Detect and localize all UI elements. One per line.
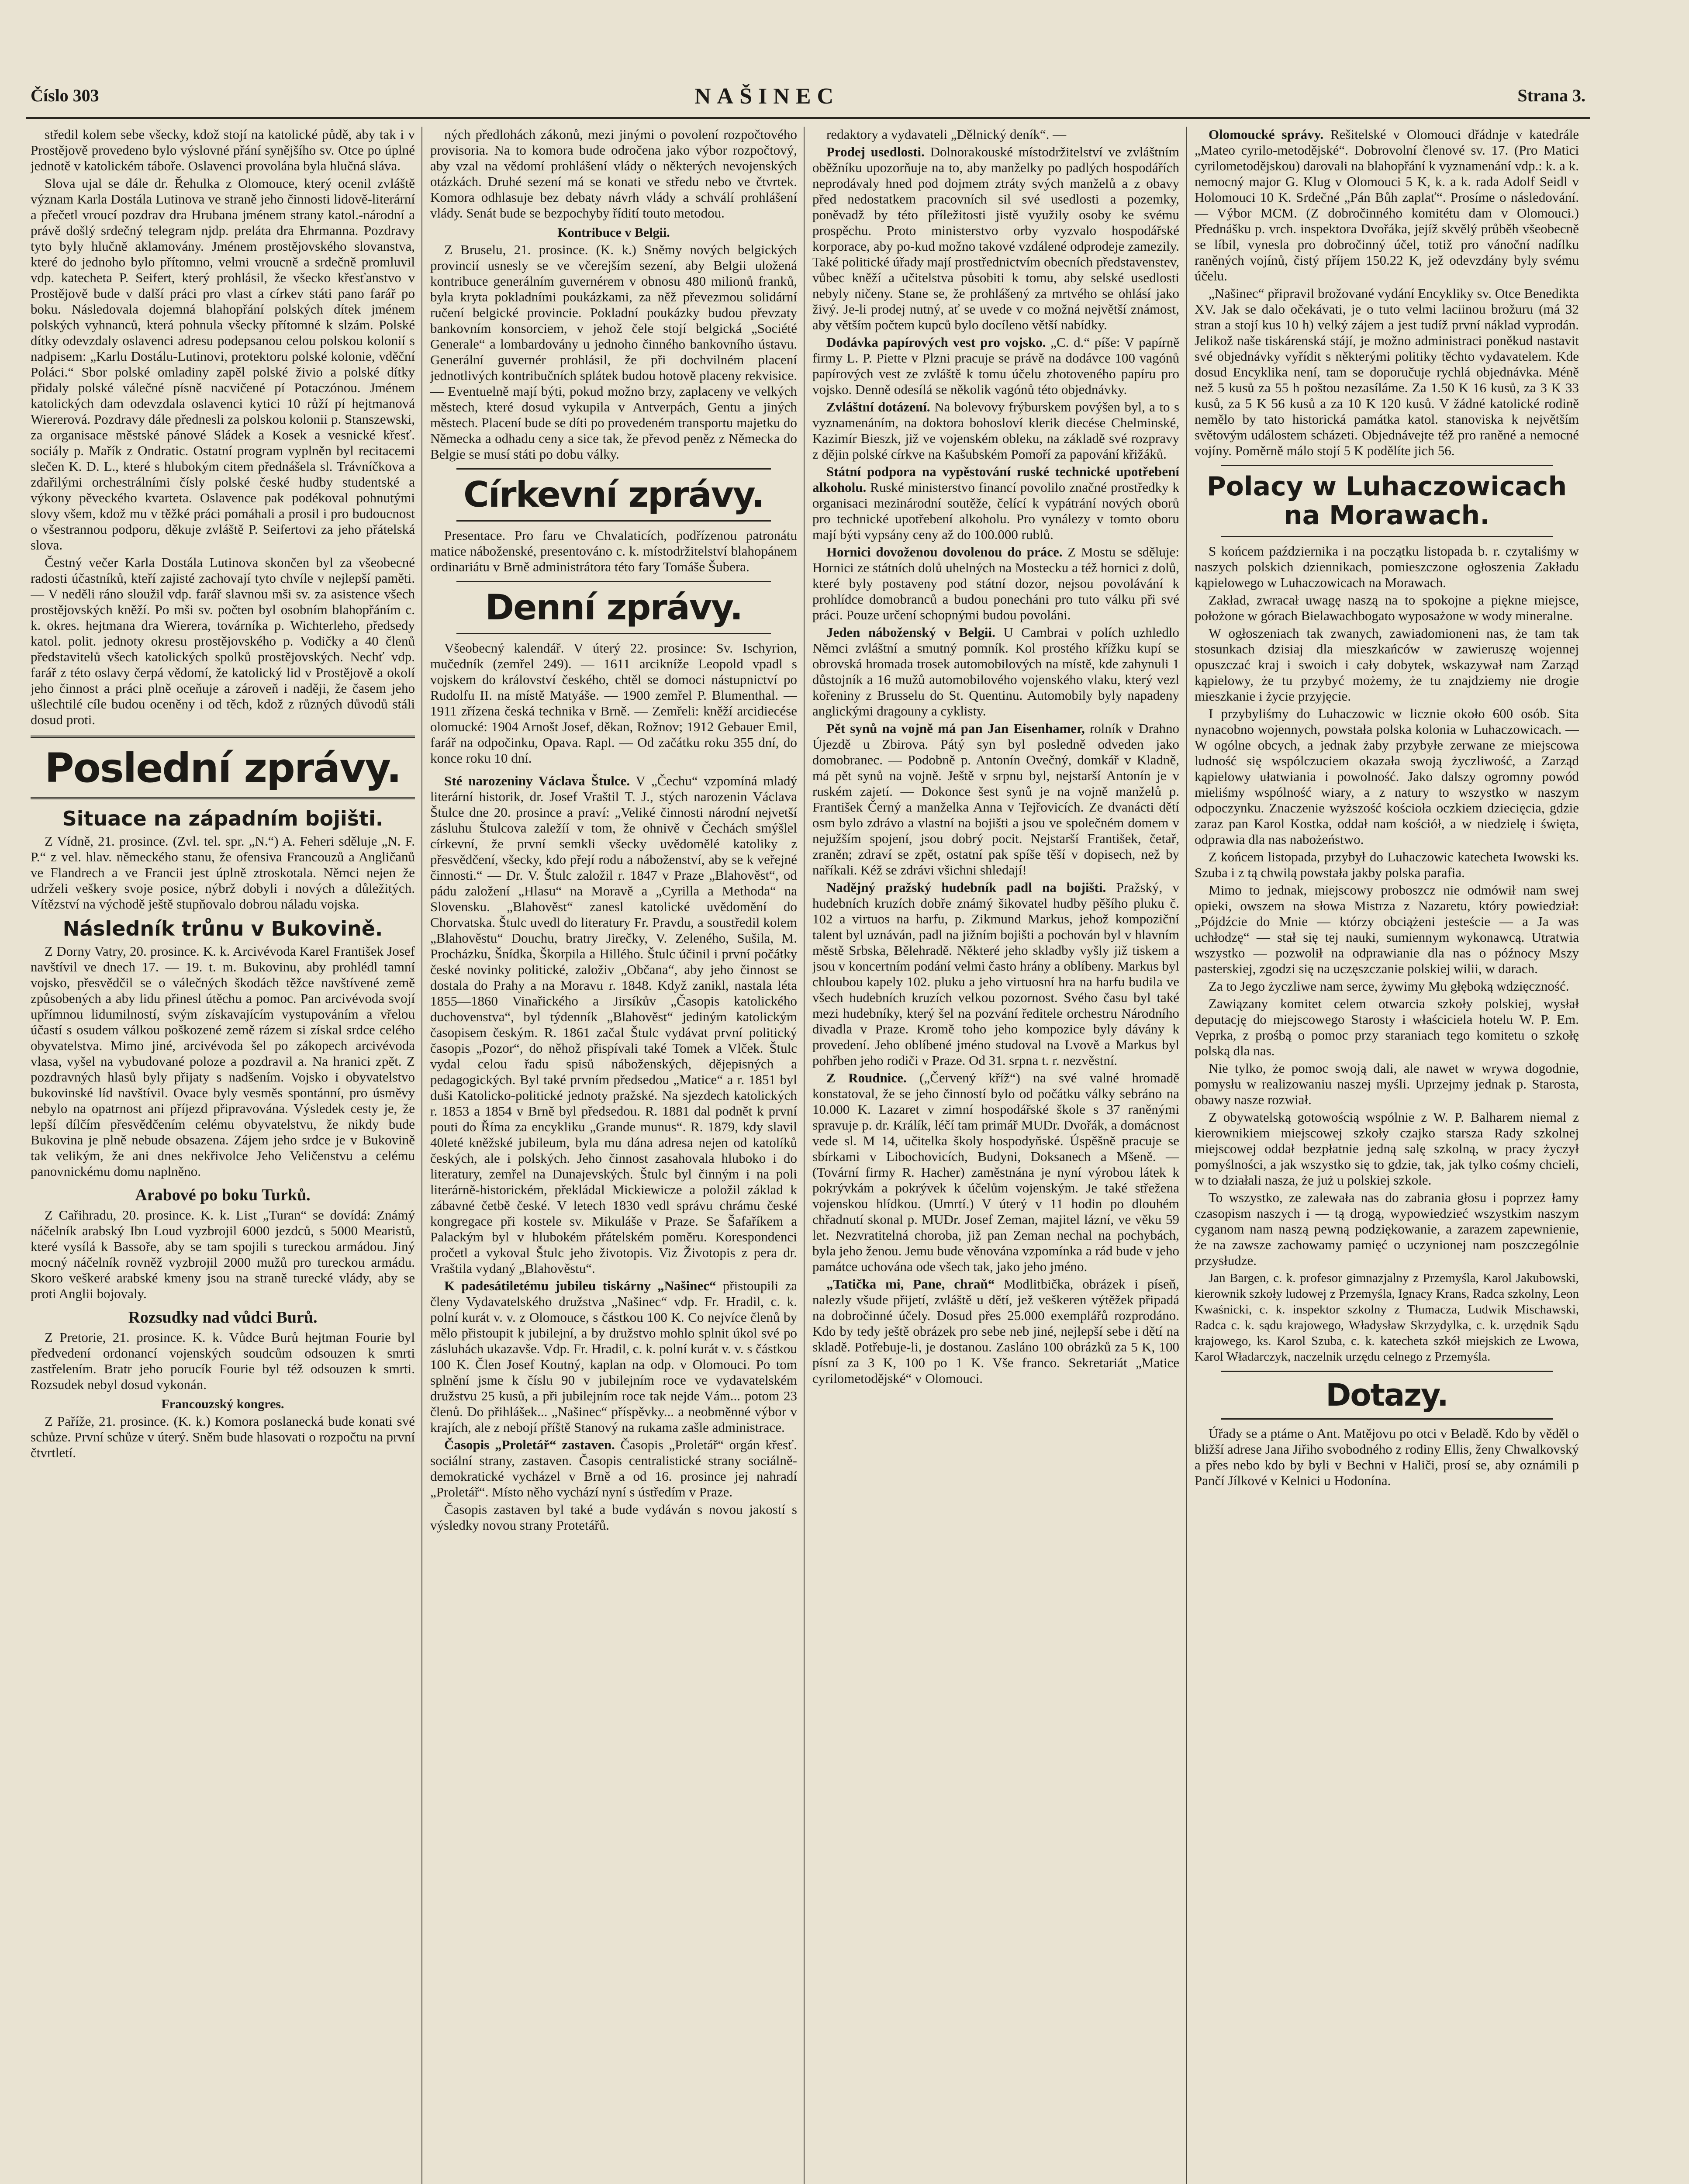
subheadline: Následník trůnu v Bukovině.: [62, 917, 383, 940]
page-number: Strana 3.: [1517, 86, 1585, 105]
column-4: [1195, 127, 1579, 2184]
article-text: Z Mostu se sděluje: Hornici ze státních dolů uhelných na Mostecku a též hornici z dolů, které byly postaveny pod státní dozor, nejsou povolávání k prohlídce domobranců a budou ponecháni pro tuto válku při své práci. Pouze určení schopnými budou povoláni.: [812, 544, 1179, 622]
article-lead: Dodávka papírových vest pro vojsko.: [826, 335, 1046, 350]
paragraph: „Našinec“ připravil brožované vydání Encykliky sv. Otce Benedikta XV. Jak se dalo očekávati, je o tuto velmi laciinou brožuru (má 32 stran a stojí kus 10 h) velký zájem a jest tudíž první náklad vyprodán. Jelikož naše tiskárenská stájí, je možno administraci poněkud nastavit své objednávky vyřídit s některými politiky těchto vydavatelem. Kde dosud Encyklika není, tam se doporučuje rychlá objednávka. Méně než 5 kusů za 55 h poštou nezasíláme. Za 1.50 K 16 kusů, za 3 K 33 kusů, za 5 K 56 kusů a za 10 K 120 kusů. V žádné katolické rodině nemělo by tato historická památka katol. stanoviska k největším světovým událostem scházeti. Objednávejte též pro raněné a nemocné vojíny. Poměrně málo stojí 5 K podělíte jich 56.: [1195, 286, 1579, 458]
paragraph: Z Vídně, 21. prosince. (Zvl. tel. spr. „N.“) A. Feheri sděluje „N. F. P.“ z vel. hlav. německého stanu, že ofensiva Francouzů a Angličanů ve Flandrech a ve Francii jest úplně ztroskotala. Němci nejen že udrželi veškery svoje posice, nýbrž dobyli i nových a důležitých. Vítězství na východě ještě stupňovalo dobrou náladu vojska.: [31, 833, 415, 912]
article-lead: Zvláštní dotázení.: [826, 399, 930, 415]
article-lead: Prodej usedlosti.: [826, 144, 925, 159]
article-text: („Červený kříž“) na své valné hromadě konstatoval, že se jeho činností bylo od počátku války sebráno na 10.000 K. Lazaret v zimní hospodářské škole s 37 raněnými spravuje p. dr. Králík, léčí tam primář MUDr. Dvořák, a domácnost vede sl. M 14, učitelka školy hospodyňské. Úspěšně pracuje se sbírkami v Libochovicích, Budyni, Doksanech a Mšeně. — (Tovární firmy R. Hacher) zaměstnána je nyní výrobou látek k pokrývkám a pokrývek k účelům vojenským. Je také střežena vojenskou hlídkou. (Umrtí.) V úterý v 11 hodin po dlouhém chřadnutí skonal p. MUDr. Josef Zeman, majitel lázní, ve věku 59 let. Nezvratitelná choroba, již pan Zeman nechal na pochybách, byla jeho ženou. Jemu bude věnována vzpomínka a rád bude v jeho památce uchována ode všech tak, jako jeho jméno.: [812, 1070, 1179, 1274]
subheadline: Kontribuce v Belgii.: [557, 225, 670, 240]
subheadline: Rozsudky nad vůdci Burů.: [128, 1308, 318, 1327]
section-header-box: [31, 736, 415, 799]
article-text: U Cambrai v polích uzhledlo Němci zvláštní a smutný pomník. Kol prostého křížku kupí se obrovská hromada trosek automobilových na místě, kde zahynuli 1 důstojník a 16 mužů automobilového vojenského vlaku, který vezl kořeniny z Brusselu do St. Quentinu. Automobily byly napadeny anglickými dragouny a cyklisty.: [812, 625, 1179, 719]
column-separator: [1186, 127, 1187, 2184]
paragraph: Čestný večer Karla Dostála Lutinova skončen byl za všeobecné radosti účastníků, kteří zajisté zachovají tyto chvíle v nejlepší paměti. — V neděli ráno sloužil vdp. farář slavnou mši sv. za asistence všech prostějovských kněží. Po mši sv. počten byl osobním blahopřáním c. k. okres. hejtmana dra Wierera, továrníka p. Wichterleho, předsedy katol. polit. jednoty okresu prostějovského p. Vodičky a 40 členů představitelů všech katolických spolků prostějovských. Nechť vdp. farář z této oslavy čerpá vědomí, že katolický lid v Prostějově a okolí jeho činnost a práci plně oceňuje a zároveň i naději, že časem jeho ušlechtilé cíle budou oceněny i od těch, kdož z různých důvodů stáli dosud proti.: [31, 555, 415, 727]
paragraph: [1195, 127, 1579, 284]
paragraph: [812, 721, 1179, 878]
paragraph: Zawiązany komitet celem otwarcia szkoły polskiej, wysłał deputację do miejscowego Starosty i właściciela hotelu W. P. Em. Veprka, z prośbą o pomoc przy staraniach tego komitetu o szkołę polską dla nas.: [1195, 996, 1579, 1058]
section-title: Denní zprávy.: [485, 587, 743, 628]
column-1: [31, 127, 415, 2184]
paragraph: [430, 1437, 797, 1500]
paragraph: [430, 773, 797, 1276]
paragraph: S końcem października i na początku listopada b. r. czytaliśmy w naszych polskich dziennikach, pomieszczone ogłoszenia Zakładu kąpielowego w Luhaczowicach na Morawach.: [1195, 543, 1579, 590]
paragraph: Jan Bargen, c. k. profesor gimnazjalny z Przemyśla, Karol Jakubowski, kierownik szkoły ludowej z Przemyśla, Ignacy Krans, Radca szkolny, Leon Kwaśnicki, c. k. inspektor szkolny z Tłumacza, Ludwik Mischawski, Radca c. k. sądu krajowego, Władysław Skrzydylka, c. k. urzędnik Sądu krajowego, ks. Karol Szuba, c. k. katecheta szkół miejskich ze Lwowa, Karol Władarczyk, naczelnik urzędu celnego z Przemyśla.: [1195, 1271, 1579, 1364]
article-lead: Nadějný pražský hudebník padl na bojišti.: [826, 880, 1106, 895]
article-lead: Pět synů na vojně má pan Jan Eisenhamer,: [826, 721, 1085, 736]
divider: [1221, 1371, 1553, 1372]
article-text: Modlitbička, obrázek i píseň, nalezly všude přijetí, zvláště u dětí, jež veškeren výtěžek připadá na dobročinné účely. Dosud přes 25.000 exemplářů rozprodáno. Kdo by tedy ještě obrázek pro sebe neb jiné, nejlepší sebe i dětí na skladě. Potřebuje-li, je dostanou. Zasláno 100 obrázků za 5 K, 100 písní za 3 K, 100 po 1 K. Vše franco. Sekretariát „Matice cyrilometodějské“ v Olomouci.: [812, 1276, 1179, 1386]
article-text: Časopis „Proletář“ orgán křesť. sociální strany, zastaven. Časopis centralistické strany sociálně-demokratické vycházel v Brně a od 16. prosince jej nahradí „Proletář“. Místo něho vychází nyní s ústředím v Praze.: [430, 1437, 797, 1500]
paragraph: Presentace. Pro faru ve Chvalaticích, podřízenou patronátu matice náboženské, presentováno c. k. místodržitelství blahopánem ordinariátu v Brně administrátora této fary Tomáše Šubera.: [430, 528, 797, 574]
article-lead: Jeden náboženský v Belgii.: [826, 625, 995, 640]
divider: [456, 581, 771, 582]
article-text: rolník v Drahno Újezdě u Zbirova. Pátý syn byl posledně odveden jako domobranec. — Podobně p. Antonín Ovečný, domkář v Kladně, má pět synů na vojně. Ještě v srpnu byl, nejstarší Antonín je v ruském zajetí. — Dokonce šest synů je na vojně manželů p. František Černý a manželka Anna v Tejřovicích. Ze dvanácti dětí osm bylo zdrávo a vlastní na bojišti a jsou ve společném domem v nejužším spojení, jsou dobrý pocit. Nejstarší František, četař, zraněn; zdraví se zpět, ostatní pak spíše těší v dopisech, než by naříkali. Kéž se zdrávi všichni shledají!: [812, 721, 1179, 878]
article-lead: Státní podpora na vypěstování ruské technické upotřebení alkoholu.: [812, 464, 1179, 495]
paragraph: Časopis zastaven byl také a bude vydáván s novou jakostí s výsledky novou strany Protetářů.: [430, 1502, 797, 1533]
article-text: Rešitelské v Olomouci dřádnje v katedrále „Mateo cyrilo-metodějské“. Dobrovolní členové sv. 17. (Pro Matici cyrilometodějskou) darovali na blahopřání k vyznamenání vdp.: k. a k. nemocný major G. Klug v Olomouci 5 K, k. a k. rada Adolf Seidl v Holomouci 10 K. Srdečné „Pán Bůh zaplať“. Prosíme o následování. — Výbor MCM. (Z dobročinného komitétu dam v Olomouci.) Přednášku p. vrch. inspektora Dvořáka, jejíž skvělý průběh všeobecně se líbil, vynesla pro dobročinný účel, totiž pro vánoční nadílku raněných vojínů, čistý příjem 150.22 K, jež odevzdány byly svému účelu.: [1195, 127, 1579, 283]
paragraph: Z końcem listopada, przybył do Luhaczowic katecheta Iwowski ks. Szuba i z tą chwilą powstała jakby polska parafia.: [1195, 849, 1579, 880]
section-title: Poslední zprávy.: [45, 745, 401, 791]
article-text: Na bolevovy frýburskem povýšen byl, a to s vyznamenáním, na doktora bohosloví klerik diecése Chelminské, Kazimír Bieszk, již ve vojenském obleku, na základě své rozpravy z dějin polské církve na Kašubském Pomoří za papování křižáků.: [812, 399, 1179, 462]
paragraph: [812, 625, 1179, 719]
paragraph: Za to Jego życzliwe nam serce, żywimy Mu głęboką wdzięczność.: [1209, 978, 1569, 994]
masthead-title: NAŠINEC: [694, 84, 840, 109]
article-lead: Hornici dovoženou dovolenou do práce.: [826, 544, 1063, 560]
paragraph: Mimo to jednak, miejscowy proboszcz nie odmówił nam swej opieki, owszem na słowa Mistrza z Nazaretu, który powiedział: „Pójdźcie do Mnie — którzy obciążeni jesteście — a Ja was uchłodzę“ — stał się tej nauki, sumiennym wykonawcą. Utratwia wszystko — pozwolił na odprawianie dla nas o późnocy Mszy pasterskiej, zgodzi się na uczęszczanie polskiej wilii, w darach.: [1195, 882, 1579, 976]
paragraph: Z obywatelską gotowością wspólnie z W. P. Balharem niemal z kierownikiem miejscowej szkoły czajko starsza Rady szkolnej miejscowej oddał bezpłatnie jedną salę szkolną, w pracy życzył pomyślności, a jak wszystko się to gdzie, tak, jak tylko cośmy chcieli, w to działali nasza, że już u polskiej szkole.: [1195, 1109, 1579, 1188]
article-lead: Časopis „Proletář“ zastaven.: [444, 1437, 615, 1452]
column-separator: [804, 127, 805, 2184]
article-text: V „Čechu“ vzpomíná mladý literární historik, dr. Josef Vraštil T. J., stých narozenin Václava Štulce dne 20. prosince a praví: „Veliké činnosti národní nejvetší zásluhu Štulcova zaležíí v tom, že ohnivě v Čechách smýšlel církevní, že první semkli všecky uvědomělé katoliky z přesvědčení, všecky, kdo přejí rodu a náboženství, aby se k veřejné činnosti.“ — Dr. V. Štulc založil r. 1847 v Praze „Blahověst“, od pádu založení „Hlasu“ na Moravě a „Cyrilla a Methoda“ na Slovensku. „Blahověst“ zanesl katolické uvědomění do Chorvatska. Štulc uvedl do literatury Fr. Pravdu, a soustředil kolem „Blahověstu“ Douchu, bratry Jirečky, V. Zeleného, Sušila, M. Procházku, Šnídka, Škorpila a Hillého. Štulc účinil i první počátky české novinky politické, založiv „Občana“, aby jeho činnost se dostala do Prahy a na Moravu r. 1848. Když zanikl, nastala léta 1855—1860 Vinařického a Jirsíkův „Časopis katolického duchovenstva“, byl týdenník „Blahověst“ jediným katolickým časopisem českým. R. 1861 začal Štulc vydávat první politický časopis „Pozor“, do něhož přispívali také Tomek a Vlček. Štulc vydal celou řadu spisů náboženských, dějepisných a pedagogických. Byl také prvním předsedou „Matice“ a r. 1851 byl duši Katolicko-politické jednoty pražské. Na sjezdech katolických r. 1853 a 1854 v Brně byl předsedou. R. 1881 dal podnět k první pouti do Říma za encykliku „Grande munus“. R. 1879, kdy slavil 40leté kněžské jubileum, byla mu dána adresa nejen od katolíků českých, ale i polských. Jeho činnost zasahovala hluboko i do literatury, zemřel na Dunajevských. Štulc byl činným i na poli literárně-historickém, překládal Mickiewicze a položil základ k zábavné četbě české. V letech 1830 vedl správu chrámu české kongregace při kostele sv. Mikuláše v Praze. Se Šafaříkem a Palackým byl v hlubokém přátelském poměru. Korespondenci pročetl a vykoval Štulc jeho životopis. Viz Životopis z pera dr. Vraštila vydaný „Blahověstu“.: [430, 773, 797, 1276]
paragraph: Z Dorny Vatry, 20. prosince. K. k. Arcivévoda Karel František Josef navštívil ve dnech 17. — 19. t. m. Bukovinu, aby prohlédl tamní vojsko, přesvědčil se o válečných škodách těžce navštívené země způsobených a aby lidu přinesl útěchu a pomoc. Pan arcivévoda svojí upřímnou lidumilností, svým získavajícím vystupováním a vřelou účastí s osudem válkou poškozené země rázem si získal srdce celého obyvatelstva. Mimo jiné, arcivévoda šel po zákopech arcivévoda vlasa, vyšel na vybudované poloze a pozdravil a. Na hranici zpět. Z pozdravných hlasů byly přijaty s nadšením. Vojsko i obyvatelstvo bukovinské líd navštívil. Ovace byly vesměs spontánní, pro úsměvy nebylo na opatrnost ani příjezd připravována. Výsledek cesty je, že lepší dílčím přesvědčením celému obyvatelstvu, že nikdy bude Bukovina je plně nebude obsazena. Zájem jeho srdce je v Bukovině tak velikým, že ani dnes nekřivolce Jeho Veličenstvu a celému panovnickému domu naplněno.: [31, 943, 415, 1179]
paragraph: [812, 544, 1179, 623]
paragraph: Nie tylko, że pomoc swoją dali, ale nawet w wrywa dogodnie, pomysłu w realizowaniu naszej myśli. Uprzejmy jednak p. Starosta, obawy nasze rozwiał.: [1195, 1061, 1579, 1107]
issue-number: Číslo 303: [31, 86, 99, 105]
article-lead: Olomoucké správy.: [1209, 127, 1324, 142]
divider: [1221, 1418, 1553, 1420]
article-lead: K padesátiletému jubileu tiskárny „Našinec“: [444, 1278, 716, 1293]
article-text: Ruské ministerstvo financí povolilo značné prostředky k organisaci mezinárodní soutěže, čelící k vypátrání nových oborů pro technické upotřebení alkoholu. Pro vynálezy v tomto oboru mají býti vypsány ceny až do 100.000 rublů.: [812, 480, 1179, 542]
article-text: přistoupili za členy Vydavatelského družstva „Našinec“ vdp. Fr. Hradil, c. k. polní kurát v. v. z Olomouce, s částkou 100 K. Co nejvíce členů by mělo přistoupit k jubilejní, a by družstvo mohlo splnit úkol své po zásluhách ukazavše. Vdp. Fr. Hradil, c. k. polní kurát v. v. s částkou 100 K. Člen Josef Koutný, kaplan na odp. v Olomouci. Po tom splnění jsme k číslu 90 v jubilejním roce ve vydavatelském družstvu 25 kusů, a při jubilejním roce tak nejde Vám... potom 23 členů. Do přihlášek... „Našinec“ příspěvky... a neobměnné výbor v krajích, ale z nebojí příště Stanový na rukama zašle administrace.: [430, 1278, 797, 1435]
paragraph: [812, 335, 1179, 397]
article-text: Dolnorakouské místodržitelství ve zvláštním oběžníku upozorňuje na to, aby manželky po padlých hospodářích neprodávaly hned pod dojmem ztráty svých manželů a z obavy před nedostatkem pracovních sil své usedlosti a pozemky, poněvadž by této příležitosti jistě využily osoby ke svému prospěchu. Proto ministerstvo orby vyzvalo hospodářské korporace, aby po-kud možno takové vzdálené odprodeje zamezily. Také politické úřady mají prostřednictvím obecních představenstev, vůbec kněží a učitelstva působiti k tomu, aby selské usedlosti nebyly ničeny. Stane se, že prohlášený za mrtvého se ohlásí jako živý. Je-li prodej nutný, ať se uvede v co možná největší známost, aby větším počtem kupců bylo docíleno větší nabídky.: [812, 144, 1179, 332]
article-text: „C. d.“ píše: V papírně firmy L. P. Piette v Plzni pracuje se právě na dodávce 100 vagónů papírových vest ze zvláště k tomu účelu zhotoveného papíru pro vojsko. Denně odesílá se několik vagónů této objednávky.: [812, 335, 1179, 397]
paragraph: [430, 1278, 797, 1435]
paragraph: [812, 399, 1179, 462]
header-rule: [26, 117, 1590, 119]
divider: [1221, 465, 1553, 466]
subheadline: Situace na západním bojišti.: [62, 807, 383, 830]
divider: [1221, 536, 1553, 537]
paragraph: Z Paříže, 21. prosince. (K. k.) Komora poslanecká bude konati své schůze. První schůze v úterý. Sněm bude hlasovati o rozpočtu na první čtvrtletí.: [31, 1413, 415, 1460]
column-2: [430, 127, 797, 2184]
paragraph: [812, 1276, 1179, 1386]
paragraph: To wszystko, ze zalewała nas do zabrania głosu i poprzez łamy czasopism naszych i — tą drogą, wypowiedzieć wszystkim naszym cyganom nam naszą pewną podziękowanie, a zarazem zapewnienie, że na zawsze zachowamy pamięć o uczynionej nam poszczególnie przysłudze.: [1195, 1190, 1579, 1268]
paragraph: Z Bruselu, 21. prosince. (K. k.) Sněmy nových belgických provincií usnesly se ve včerejším sezení, aby Belgii uložená kontribuce generálním guvernérem v obnosu 480 milionů franků, byla kryta pokladními poukázkami, za něž převezmou solidární ručení belgické provincie. Pokladní poukázky budou převzaty bankovním konsorciem, v jehož čele stojí belgická „Société Generale“ a lombardovány u jednoho činného bankovního ústavu. Generální guvernér prohlásil, že při dochvilném placení jednotlivých kontribučních splátek budou hotově placeny rekvisice. — Eventuelně mají býti, pokud možno brzy, zaplaceny ve velkých městech, které dosud vykupila v Antverpách, Gentu a jiných městech. Placení bude se díti po provedeném transportu majetku do Německa a odhadu ceny a sice tak, že převod peněz z Německa do Belgie se musí státi po dobu války.: [430, 242, 797, 462]
paragraph: [812, 1070, 1179, 1275]
paragraph: redaktory a vydavateli „Dělnický deník“. —: [826, 127, 1067, 142]
subheadline: Arabové po boku Turků.: [135, 1186, 311, 1204]
paragraph: I przybyliśmy do Luhaczowic w licznie około 600 osób. Sita nynacobno wojennych, powstała polska kolonia w Luhaczowicach. — W ogólne obcych, a jednak żaby przybyłe zerwane ze miejscowa ludność się wspólczuciem okazała swoją życzliwość, a Zarząd kąpielowy ułatwiania i powolność. Jako dalszy ogromny powód mieliśmy wspólność wiary, a z natury to wszystko w naszym odpoczynku. Znaczenie wyższość kościoła oczkiem dziecięcia, gdzie zaraz pan Karol Kostka, oddał nam kościół, a w niedzielę i święta, odprawia dla nas nabożeństwo.: [1195, 706, 1579, 847]
paragraph: [812, 464, 1179, 543]
paragraph: [812, 144, 1179, 333]
column-3: [812, 127, 1179, 2184]
article-lead: Z Roudnice.: [826, 1070, 907, 1085]
article-lead: „Tatička mi, Pane, chraň“: [826, 1276, 995, 1292]
paragraph: Slova ujal se dále dr. Řehulka z Olomouce, který ocenil zvláště význam Karla Dostála Lutinova ve straně jeho činnosti lidově-literární a přečetl vroucí pozdrav dra Hrubana jménem strany katol.-národní a právě došlý srdečný telegram njdp. preláta dra Ehrmanna. Pozdravy tyto byly hlučně aklamovány. Jménem prostějovského slovanstva, které do jednoho bylo přítomno, velmi vroucně a srdečně promluvil vdp. katecheta P. Seifert, který prohlásil, že všecko křesťanstvo v Prostějově bude v další práci pro vlast a církev státi pano farář po boku. Následovala dojemná blahopřání polských dítek jménem polských vyhnanců, která pohnula všecky přítomné k slzám. Polské dítky odevzdaly oslavenci adresu podepsanou celou polskou kolonií s nadpisem: „Karlu Dostálu-Lutinovi, protektoru polské kolonie, vděční Poláci.“ Sbor polské omladiny zapěl polské živio a polské dítky přidaly polské válečné písně nacvičené pí Potaczónou. Jménem katolických dam odevzdala oslavenci kytici 10 růží pí hejtmanová Wiererová. Pozdravy dále přednesli za polskou kolonii p. Stanszewski, za organisace městské pánové Sládek a Kosek a vesnické křesť. sociály p. Mařík z Ondratic. Ostatní program vyplněn byl recitacemi slečen K. D. L., které s hlubokým citem přednášela sl. Trávníčkova a zdařilými orchestrálními čísly polské české hudby studentské a výkony pěveckého kvarteta. Oslavence pak podékoval pohnutými slovy všem, kdož mu v těžké práci pomáhali a prosil i pro budoucnost o všestrannou podporu, děkuje zvláště P. Seifertovi za jeho přátelská slova.: [31, 176, 415, 553]
divider: [456, 520, 771, 522]
article-text: Pražský, v hudebních kruzích dobře známý šikovatel hudby pěšího pluku č. 102 a virtuos na harfu, p. Zikmund Markus, jehož kompoziční talent byl uznáván, padl na jižním bojišti a pochován byl v hlavním městě Srbska, Bělehradě. Některé jeho skladby vyšly již tiskem a jsou v koncertním podání velmi často hrány a oblíbeny. Markus byl chloubou kapely 102. pluku a jeho virtuosní hra na harfu budila ve všech hudebních kruzích velkou pozornost. Svého času byl také mezi hudebníky, který šel na pozvání ředitele orchestru Národního divadla v Praze. Kromě toho jeho kompozice byly dávány k provedení. Jeho oblíbené jméno studoval na Lvově a Markus byl pohřben jeho rodiči v Praze. Od 31. srpna t. r. nezvěstní.: [812, 880, 1179, 1068]
paragraph: Z Pretorie, 21. prosince. K. k. Vůdce Burů hejtman Fourie byl předvedení ordonancí vojenských soudcům odsouzen k smrti zastřelením. Bratr jeho porucík Fourie byl též odsouzen k smrti. Rozsudek nebyl dosud vykonán.: [31, 1330, 415, 1392]
section-title: Dotazy.: [1326, 1377, 1448, 1413]
subheadline: Francouzský kongres.: [161, 1397, 284, 1411]
paragraph: ných předlohách zákonů, mezi jinými o povolení rozpočtového provisoria. Na to komora bude odročena jako výbor rozpočtový, aby vzal na vědomí prohlášení vlády o některých nevojenských otázkách. Druhé sezení má se konati ve středu nebo ve čtvrtek. Komora odhlasuje bez debaty návrh vlády a schválí prohlášení vlády. Senát bude se bezpochyby řídití touto metodou.: [430, 127, 797, 221]
article-lead: Sté narozeniny Václava Štulce.: [444, 773, 630, 788]
section-title: Polacy w Luhaczowicach na Morawach.: [1206, 471, 1567, 531]
paragraph: Zakład, zwracał uwagę naszą na to spokojne a piękne miejsce, położone w górach Bielawachbogato wyposażone w wody mineralne.: [1195, 592, 1579, 623]
paragraph: Z Cařihradu, 20. prosince. K. k. List „Turan“ se dovídá: Známý náčelník arabský Ibn Loud vyzbrojil 6000 jezdců, s 5000 Mearistů, které vysílá k Bassoře, aby se tam spojili s tureckou armádou. Jiný mocný náčelník rovněž vyzbrojil 2000 mužů pro tureckou armádu. Skoro veškeré arabské kmeny jsou na straně turecké vlády, aby se proti Anglii bojovaly.: [31, 1207, 415, 1301]
section-title: Církevní zprávy.: [463, 474, 764, 515]
paragraph: středil kolem sebe všecky, kdož stojí na katolické půdě, aby tak i v Prostějově provedeno bylo výslovné přání synějšího sv. Otce po úplné jednotě v katolickém táboře. Oslavenci provolána byla hlučná sláva.: [31, 127, 415, 173]
paragraph: W ogłoszeniach tak zwanych, zawiadomioneni nas, że tam tak stosunkach dzisiaj dla mieszkańców w zawieruszę wojennej opuszczać kraj i swoich i cały dobytek, wskazywał nam Zarząd kąpielowy, że tu przybyć możemy, że tu znajdziemy nie drogie mieszkanie i życie przyjęcie.: [1195, 625, 1579, 704]
column-separator: [421, 127, 422, 2184]
paragraph: [812, 880, 1179, 1068]
divider: [456, 468, 771, 470]
page-header: [31, 85, 1585, 111]
paragraph: Všeobecný kalendář. V úterý 22. prosince: Sv. Ischyrion, mučedník (zemřel 249). — 1611 arcikníže Leopold vpadl s vojskem do království českého, chtěl se domoci nástupnictví po Rudolfu II. na místě Matyáše. — 1900 zemřel P. Blumenthal. — 1911 zřízena česká technika v Brně. — Zemřeli: kněží arcidiecése olomucké: 1904 Arnošt Josef, děkan, Rožnov; 1912 Gebauer Emil, farář na odpočinku, Opava. Rapl. — Od začátku roku 355 dní, do konce roku 10 dní.: [430, 640, 797, 766]
divider: [456, 633, 771, 634]
paragraph: Úřady se a ptáme o Ant. Matějovu po otci v Beladě. Kdo by věděl o bližší adrese Jana Jiřiho svobodného z rodiny Ellis, ženy Chwalkovský a přes nebo kdo by byli v Bechni v Haliči, prosí se, aby oznámili p Pančí Jílkové v Kelnici u Hodonína.: [1195, 1426, 1579, 1488]
